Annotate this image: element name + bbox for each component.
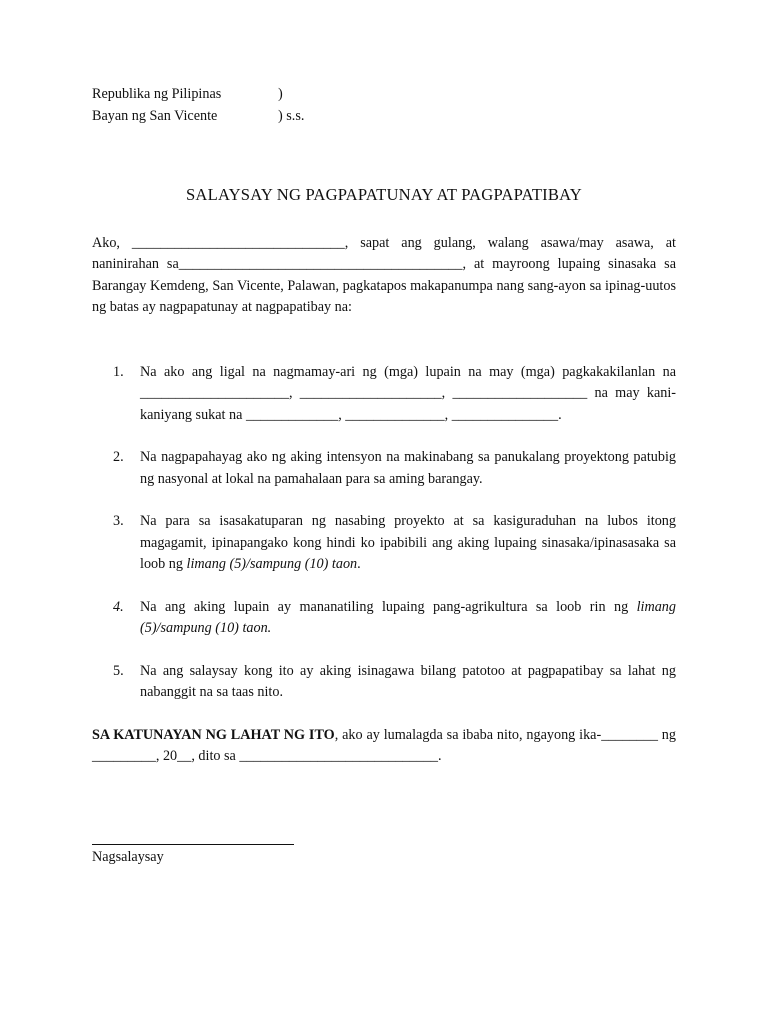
- item-italic-term: limang (5)/sampung (10) taon: [186, 556, 358, 572]
- signature-line: [92, 825, 294, 845]
- item-text: Na ako ang ligal na nagmamay-ari ng (mga) lupain na may (mga) pagkakakilanlan na _____________________, ____________________, ___________________ na may kani-kaniyang sukat na _____________, ______________, _______________.: [140, 363, 676, 423]
- header-municipality: Bayan ng San Vicente: [92, 107, 218, 124]
- header-country: Republika ng Pilipinas: [92, 86, 222, 102]
- list-item: [92, 362, 676, 427]
- intro-paragraph: Ako, ______________________________, sapat ang gulang, walang asawa/may asawa, at naninirahan sa________________________________________, at mayroong lupaing sinasaka sa Barangay Kemdeng, San Vicente, Palawan, pagkatapos makapanumpa nang sang-ayon sa ipinag-uutos ng batas ay nagpapatunay at nagpapatibay na:: [92, 234, 676, 315]
- item-text: Na para sa isasakatuparan ng nasabing proyekto at sa kasiguraduhan na lubos itong magagamit, ipinapangako kong hindi ko ipabibili ang aking lupaing sinasaka/ipinasasaka sa loob ng: [140, 513, 676, 572]
- closing-text: , ako ay lumalagda sa ibaba nito, ngayong ika-________ ng _________, 20__, dito sa ____________________________.: [92, 726, 676, 764]
- item-number: 5.: [113, 662, 124, 679]
- affidavit-page: [92, 84, 676, 868]
- item-number: 3.: [113, 513, 124, 529]
- header-paren: ): [278, 86, 283, 102]
- item-tail: .: [357, 556, 361, 572]
- list-item: [92, 447, 676, 490]
- list-item: [92, 661, 676, 704]
- list-item: [92, 597, 676, 640]
- statement-list: [92, 362, 676, 704]
- list-item: [92, 511, 676, 576]
- item-text: Na ang salaysay kong ito ay aking isinagawa bilang patotoo at pagpapatibay sa lahat ng nabanggit na sa taas nito.: [140, 662, 676, 700]
- document-title: SALAYSAY NG PAGPAPATUNAY AT PAGPAPATIBAY: [186, 185, 582, 204]
- item-text: Na ang aking lupain ay mananatiling lupaing pang-agrikultura sa loob rin ng: [140, 598, 637, 615]
- signature-label: Nagsalaysay: [92, 848, 164, 865]
- item-text: Na nagpapahayag ako ng aking intensyon na makinabang sa panukalang proyektong patubig ng nasyonal at lokal na pamahalaan para sa aming barangay.: [140, 449, 676, 487]
- closing-emphasis: SA KATUNAYAN NG LAHAT NG ITO: [92, 726, 335, 743]
- item-number: 4.: [113, 598, 124, 615]
- venue-header: [92, 84, 676, 127]
- item-number: 1.: [113, 363, 124, 380]
- item-italic-term: limang (5)/sampung (10) taon.: [140, 598, 676, 636]
- closing-paragraph: [92, 725, 676, 768]
- item-number: 2.: [113, 449, 124, 465]
- header-ss: ) s.s.: [278, 107, 305, 124]
